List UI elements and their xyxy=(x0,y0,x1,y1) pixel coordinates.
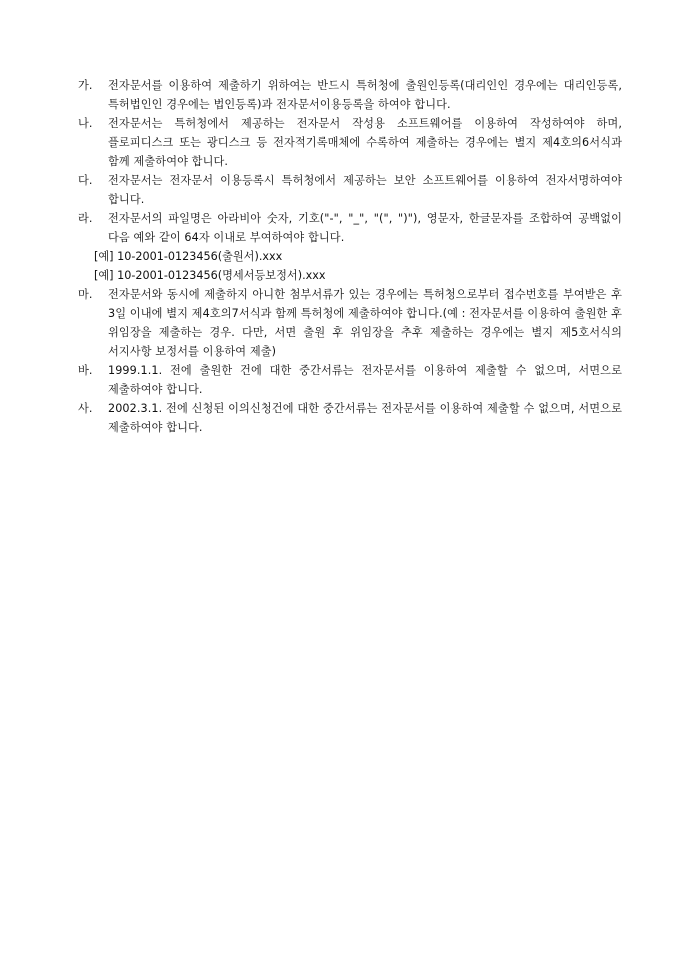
item-marker: 사. xyxy=(78,402,93,415)
instruction-item xyxy=(78,399,622,437)
filename-example: [예] 10-2001-0123456(명세서등보정서).xxx xyxy=(94,269,326,282)
item-text: 전자문서의 파일명은 아라비아 숫자, 기호("-", "_", "(", ")"), 영문자, 한글문자를 조합하여 공백없이 다음 예와 같이 64자 이내로 부여하여야 합니다. xyxy=(108,212,622,244)
instruction-item xyxy=(78,361,622,399)
item-marker: 나. xyxy=(78,117,93,130)
item-marker: 라. xyxy=(78,212,93,225)
instruction-item xyxy=(78,171,622,209)
item-text: 전자문서는 전자문서 이용등록시 특허청에서 제공하는 보안 소프트웨어를 이용하여 전자서명하여야 합니다. xyxy=(108,174,622,206)
item-text: 전자문서는 특허청에서 제공하는 전자문서 작성용 소프트웨어를 이용하여 작성하여야 하며, 플로피디스크 또는 광디스크 등 전자적기록매체에 수록하여 제출하는 경우에는 별지 제4호의6서식과 함께 제출하여야 합니다. xyxy=(108,117,622,168)
filename-examples xyxy=(86,247,622,285)
instruction-item xyxy=(78,114,622,171)
instruction-item xyxy=(78,76,622,114)
instruction-item xyxy=(78,285,622,361)
item-marker: 마. xyxy=(78,288,93,301)
instruction-list-continued xyxy=(78,285,622,437)
item-text: 전자문서와 동시에 제출하지 아니한 첨부서류가 있는 경우에는 특허청으로부터 접수번호를 부여받은 후 3일 이내에 별지 제4호의7서식과 함께 특허청에 제출하여야 합니다.(예 : 전자문서를 이용하여 출원한 후 위임장을 제출하는 경우. 다만, 서면 출원 후 위임장을 추후 제출하는 경우에는 별지 제5호서식의 서지사항 보정서를 이용하여 제출) xyxy=(108,288,622,358)
item-marker: 바. xyxy=(78,364,93,377)
instruction-list xyxy=(78,76,622,247)
item-text: 1999.1.1. 전에 출원한 건에 대한 중간서류는 전자문서를 이용하여 제출할 수 없으며, 서면으로 제출하여야 합니다. xyxy=(108,364,622,396)
filename-example: [예] 10-2001-0123456(출원서).xxx xyxy=(94,250,283,263)
item-marker: 다. xyxy=(78,174,93,187)
item-text: 전자문서를 이용하여 제출하기 위하여는 반드시 특허청에 출원인등록(대리인인 경우에는 대리인등록, 특허법인인 경우에는 법인등록)과 전자문서이용등록을 하여야 합니다. xyxy=(108,79,622,111)
item-text: 2002.3.1. 전에 신청된 이의신청건에 대한 중간서류는 전자문서를 이용하여 제출할 수 없으며, 서면으로 제출하여야 합니다. xyxy=(108,402,622,434)
instruction-item xyxy=(78,209,622,247)
item-marker: 가. xyxy=(78,79,93,92)
